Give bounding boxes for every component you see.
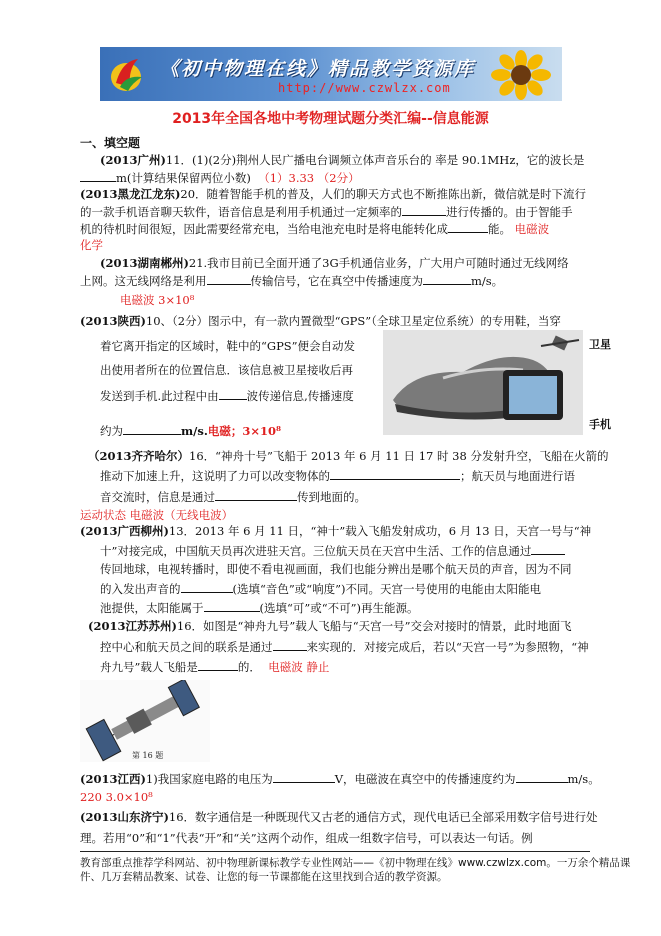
sunflower-icon — [486, 50, 556, 100]
q4-line5: 约为 m/s.电磁；3×10⁸ — [100, 424, 282, 438]
q9-source-tag: (2013山东济宁) — [80, 810, 169, 824]
footer-divider — [80, 851, 590, 852]
q2-answer-2: 化学 — [80, 238, 103, 252]
q7-line3: 舟九号”载人飞船是 的． 电磁波 静止 — [100, 660, 330, 674]
q9-line1: (2013山东济宁)16．数字通信是一种既现代又古老的通信方式，现代电话已全部采用数字信号进行处 — [80, 810, 598, 824]
answer-blank[interactable] — [215, 488, 297, 501]
q8-answer: 220 3.0×10⁸ — [80, 790, 153, 804]
q7-source-tag: (2013江苏苏州) — [88, 619, 177, 633]
q5-source-tag: （2013齐齐哈尔） — [88, 449, 190, 463]
answer-blank[interactable] — [207, 272, 251, 285]
q4-line1: (2013陕西)10、（2分）图示中，有一款内置微型“GPS”（全球卫星定位系统）的专用鞋，当穿 — [80, 314, 561, 328]
answer-blank[interactable] — [204, 599, 260, 612]
banner-url[interactable]: http://www.czwlzx.com — [278, 81, 451, 95]
q6-line4: 的入发出声音的 (选填“音色”或“响度”)不同。天宫一号使用的电能由太阳能电 — [100, 582, 541, 596]
q6-source-tag: (2013广西柳州) — [80, 524, 169, 538]
q6-line1: (2013广西柳州)13．2013 年 6 月 11 日，“神十”载入飞船发射成功，6 月 13 日，天宫一号与“神 — [80, 524, 592, 538]
answer-blank[interactable] — [181, 580, 233, 593]
figure-label-phone: 手机 — [589, 418, 611, 431]
figure-label-satellite: 卫星 — [589, 338, 611, 351]
q5-line3: 音交流时，信息是通过 传到地面的。 — [100, 490, 366, 504]
q1-source-tag: (2013广州) — [100, 153, 166, 167]
answer-blank[interactable] — [123, 422, 181, 435]
q5-answer: 运动状态 电磁波（无线电波） — [80, 508, 234, 522]
figure-caption: 第 16 题 — [132, 751, 164, 760]
section-heading: 一、填空题 — [80, 136, 141, 150]
gps-shoe-figure — [383, 330, 633, 435]
answer-blank[interactable] — [448, 220, 488, 233]
site-logo-icon — [108, 53, 148, 95]
q4-line3: 出使用者所在的位置信息．该信息被卫星接收后再 — [100, 363, 353, 377]
answer-blank[interactable] — [273, 770, 335, 783]
q3-line2: 上网。这无线网络是利用 传输信号，它在真空中传播速度为 m/s。 — [80, 274, 504, 288]
q4-line4: 发送到手机.此过程中由 波传递信息,传播速度 — [100, 389, 354, 403]
q8-source-tag: (2013江西) — [80, 772, 146, 786]
q2-source-tag: (2013黑龙江龙东) — [80, 187, 181, 201]
answer-blank[interactable] — [198, 658, 238, 671]
q6-line3: 传回地球，电视转播时，即使不看电视画面，我们也能分辨出是哪个航天员的声音，因为不同 — [100, 562, 572, 576]
q2-answer-1: 电磁波 — [514, 222, 550, 236]
q2-line3: 机的待机时间很短，因此需要经常充电，当给电池充电时是将电能转化成 能。 电磁波 — [80, 222, 550, 236]
q3-line1: (2013湖南郴州)21.我市目前已全面开通了3G手机通信业务，广大用户可随时通过无线网络 — [100, 256, 569, 270]
q2-line2: 的一款手机语音聊天软件，语音信息是利用手机通过一定频率的 进行传播的。由于智能手 — [80, 205, 573, 219]
q7-line2: 控中心和航天员之间的联系是通过 来实现的．对接完成后，若以“天宫一号”为参照物，“神 — [100, 640, 589, 654]
spacecraft-docking-figure — [80, 680, 210, 762]
q4-line2: 着它离开指定的区域时，鞋中的“GPS”便会自动发 — [100, 339, 356, 353]
answer-blank[interactable] — [273, 638, 307, 651]
answer-blank[interactable] — [80, 169, 116, 182]
q6-line2: 十”对接完成，中国航天员再次进驻天宫。三位航天员在天宫中生活、工作的信息通过 — [100, 542, 565, 559]
q1-line2: m(计算结果保留两位小数) （1）3.33 （2分） — [80, 169, 360, 186]
q8-line1: (2013江西)1)我国家庭电路的电压为 V，电磁波在真空中的传播速度约为 m/s。 — [80, 772, 600, 786]
q1-answer: （1）3.33 （2分） — [258, 171, 360, 185]
q7-answer: 电磁波 静止 — [268, 660, 330, 674]
footer-line2: 件、几万套精品教案、试卷、让您的每一节课都能在这里找到合适的教学资源。 — [80, 871, 448, 883]
answer-blank[interactable] — [402, 203, 446, 216]
footer-line1: 教育部重点推荐学科网站、初中物理新课标教学专业性网站——《初中物理在线》www.czwlzx.com。一万余个精品课 — [80, 857, 631, 869]
q2-line1: (2013黑龙江龙东)20．随着智能手机的普及，人们的聊天方式也不断推陈出新，微信就是时下流行 — [80, 187, 587, 201]
answer-blank[interactable] — [219, 387, 247, 400]
q6-line5: 池提供，太阳能属于 (选填“可”或“不可”)再生能源。 — [100, 601, 419, 615]
header-banner — [100, 47, 562, 101]
answer-blank[interactable] — [330, 467, 460, 480]
q9-line2: 理。若用“0”和“1”代表“开”和“关”这两个动作，组成一组数字信号，可以表达一句话。例 — [80, 831, 533, 845]
answer-blank[interactable] — [531, 542, 565, 555]
q3-answer: 电磁波 3×10⁸ — [120, 293, 195, 307]
banner-title: 《初中物理在线》精品教学资源库 — [160, 58, 476, 80]
q5-line2: 推动下加速上升，这说明了力可以改变物体的 ；航天员与地面进行语 — [100, 469, 575, 483]
q5-line1: （2013齐齐哈尔）16．“神舟十号”飞船于 2013 年 6 月 11 日 17 时 38 分发射升空，飞船在火箭的 — [88, 449, 609, 463]
answer-blank[interactable] — [423, 272, 471, 285]
document-title: 2013年全国各地中考物理试题分类汇编--信息能源 — [172, 111, 489, 127]
q4-answer: 电磁；3×10⁸ — [207, 424, 282, 438]
q3-source-tag: (2013湖南郴州) — [100, 256, 189, 270]
q7-line1: (2013江苏苏州)16．如图是“神舟九号”载人飞船与“天宫一号”交会对接时的情景，此时地面飞 — [88, 619, 572, 633]
answer-blank[interactable] — [516, 770, 568, 783]
q1-line1: (2013广州)11．(1)(2分)荆州人民广播电台调频立体声音乐台的 率是 90.1MHz，它的波长是 — [100, 153, 585, 167]
q4-source-tag: (2013陕西) — [80, 314, 146, 328]
